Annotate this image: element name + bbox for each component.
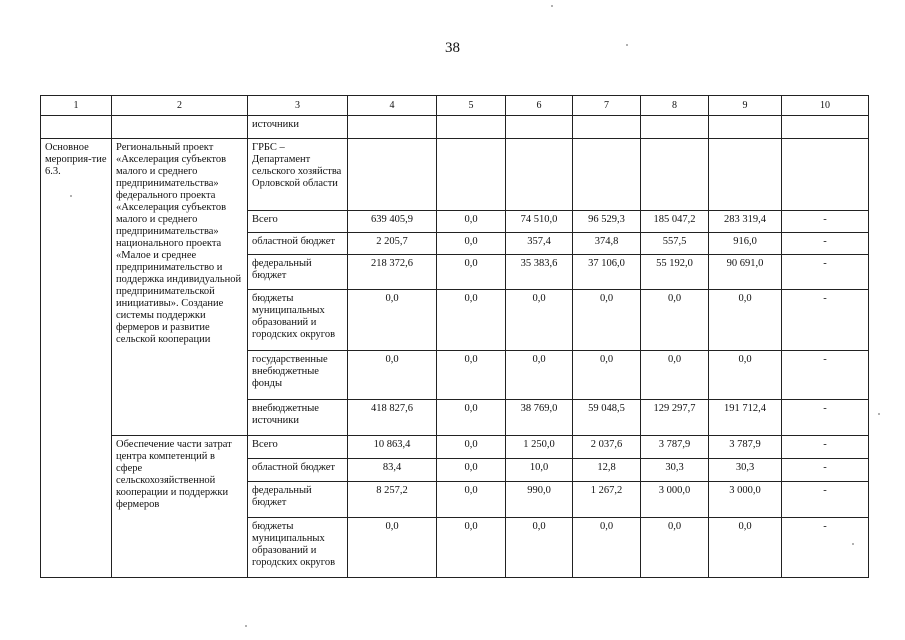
value-cell: 1 267,2 xyxy=(573,482,641,518)
scan-speck xyxy=(245,625,247,627)
value-cell: 0,0 xyxy=(573,351,641,400)
value-cell: 3 787,9 xyxy=(709,436,782,459)
column-number: 2 xyxy=(112,96,248,116)
value-cell: 0,0 xyxy=(437,211,506,233)
value-cell: 218 372,6 xyxy=(348,255,437,290)
value-cell: 8 257,2 xyxy=(348,482,437,518)
value-cell: 3 787,9 xyxy=(641,436,709,459)
source-cell: федеральный бюджет xyxy=(248,255,348,290)
value-cell: 59 048,5 xyxy=(573,400,641,436)
value-cell: 191 712,4 xyxy=(709,400,782,436)
column-number: 1 xyxy=(41,96,112,116)
value-cell: 0,0 xyxy=(506,518,573,578)
grbs-row xyxy=(41,139,869,211)
table-cell xyxy=(437,116,506,139)
value-cell: 10 863,4 xyxy=(348,436,437,459)
value-cell: 0,0 xyxy=(437,233,506,255)
column-number: 3 xyxy=(248,96,348,116)
value-cell: 129 297,7 xyxy=(641,400,709,436)
value-cell: 916,0 xyxy=(709,233,782,255)
value-cell: 38 769,0 xyxy=(506,400,573,436)
value-cell: - xyxy=(782,518,869,578)
value-cell: 83,4 xyxy=(348,459,437,482)
value-cell: 639 405,9 xyxy=(348,211,437,233)
measure-project-cell: Региональный проект «Акселерация субъектов малого и среднего предпринимательства» федерального проекта «Акселерация субъектов малого и среднего предпринимательства» национального проекта «Малое и среднее предпринимательство и поддержка индивидуальной предпринимательской инициативы». Создание системы поддержки фермеров и развитие сельской кооперации xyxy=(112,139,248,436)
column-number: 9 xyxy=(709,96,782,116)
source-cell: областной бюджет xyxy=(248,233,348,255)
page-number: 38 xyxy=(445,40,460,56)
value-cell: - xyxy=(782,436,869,459)
column-number: 8 xyxy=(641,96,709,116)
value-cell: 0,0 xyxy=(437,351,506,400)
column-number: 4 xyxy=(348,96,437,116)
value-cell: 0,0 xyxy=(709,290,782,351)
column-number: 5 xyxy=(437,96,506,116)
value-cell: 55 192,0 xyxy=(641,255,709,290)
source-cell: федеральный бюджет xyxy=(248,482,348,518)
column-number-row xyxy=(41,96,869,116)
value-cell: 0,0 xyxy=(437,400,506,436)
value-cell: 0,0 xyxy=(573,518,641,578)
value-cell: 74 510,0 xyxy=(506,211,573,233)
table-cell xyxy=(437,139,506,211)
table-cell xyxy=(506,116,573,139)
value-cell: 0,0 xyxy=(506,290,573,351)
table-cell xyxy=(573,116,641,139)
value-cell: 374,8 xyxy=(573,233,641,255)
table-cell xyxy=(573,139,641,211)
value-cell: 185 047,2 xyxy=(641,211,709,233)
column-number: 6 xyxy=(506,96,573,116)
scan-speck xyxy=(626,44,628,46)
value-cell: - xyxy=(782,255,869,290)
value-cell: 0,0 xyxy=(348,290,437,351)
column-number: 7 xyxy=(573,96,641,116)
value-cell: - xyxy=(782,482,869,518)
value-cell: 0,0 xyxy=(437,518,506,578)
value-cell: 357,4 xyxy=(506,233,573,255)
grbs-cell: ГРБС – Департамент сельского хозяйства Орловской области xyxy=(248,139,348,211)
value-cell: 418 827,6 xyxy=(348,400,437,436)
source-cell: бюджеты муниципальных образований и городских округов xyxy=(248,518,348,578)
table-cell xyxy=(348,139,437,211)
value-cell: 283 319,4 xyxy=(709,211,782,233)
value-cell: - xyxy=(782,290,869,351)
value-cell: 0,0 xyxy=(641,351,709,400)
value-cell: 0,0 xyxy=(437,290,506,351)
competence-center-cell: Обеспечение части затрат центра компетенций в сфере сельскохозяйственной кооперации и поддержки фермеров xyxy=(112,436,248,578)
source-cell: областной бюджет xyxy=(248,459,348,482)
table-row xyxy=(41,436,869,459)
value-cell: 2 205,7 xyxy=(348,233,437,255)
table-cell xyxy=(112,116,248,139)
value-cell: 0,0 xyxy=(437,436,506,459)
value-cell: 96 529,3 xyxy=(573,211,641,233)
value-cell: 0,0 xyxy=(437,482,506,518)
value-cell: 0,0 xyxy=(506,351,573,400)
value-cell: 30,3 xyxy=(641,459,709,482)
table-cell xyxy=(348,116,437,139)
value-cell: 3 000,0 xyxy=(641,482,709,518)
value-cell: 2 037,6 xyxy=(573,436,641,459)
table-cell xyxy=(782,139,869,211)
value-cell: 557,5 xyxy=(641,233,709,255)
value-cell: 37 106,0 xyxy=(573,255,641,290)
table-cell xyxy=(641,139,709,211)
scan-speck xyxy=(551,5,553,7)
table-cell xyxy=(41,116,112,139)
continuation-row xyxy=(41,116,869,139)
value-cell: 0,0 xyxy=(709,351,782,400)
source-cell: внебюджетные источники xyxy=(248,400,348,436)
value-cell: 10,0 xyxy=(506,459,573,482)
value-cell: 0,0 xyxy=(641,290,709,351)
value-cell: 90 691,0 xyxy=(709,255,782,290)
value-cell: 35 383,6 xyxy=(506,255,573,290)
value-cell: 1 250,0 xyxy=(506,436,573,459)
column-number: 10 xyxy=(782,96,869,116)
value-cell: 0,0 xyxy=(348,351,437,400)
source-cell: государственные внебюджетные фонды xyxy=(248,351,348,400)
value-cell: 0,0 xyxy=(709,518,782,578)
table-cell xyxy=(782,116,869,139)
measure-code-cell: Основное мероприя-тие 6.3. xyxy=(41,139,112,578)
value-cell: 0,0 xyxy=(573,290,641,351)
value-cell: 3 000,0 xyxy=(709,482,782,518)
value-cell: 990,0 xyxy=(506,482,573,518)
source-cell: бюджеты муниципальных образований и городских округов xyxy=(248,290,348,351)
budget-table xyxy=(40,95,869,578)
value-cell: 0,0 xyxy=(437,255,506,290)
value-cell: - xyxy=(782,459,869,482)
value-cell: - xyxy=(782,211,869,233)
table-cell xyxy=(641,116,709,139)
value-cell: 30,3 xyxy=(709,459,782,482)
source-cell: Всего xyxy=(248,211,348,233)
table-cell xyxy=(506,139,573,211)
value-cell: 0,0 xyxy=(348,518,437,578)
scan-speck xyxy=(878,413,880,415)
source-cell: Всего xyxy=(248,436,348,459)
value-cell: 0,0 xyxy=(641,518,709,578)
value-cell: 0,0 xyxy=(437,459,506,482)
table-cell xyxy=(709,139,782,211)
table-cell xyxy=(709,116,782,139)
value-cell: - xyxy=(782,351,869,400)
value-cell: - xyxy=(782,233,869,255)
value-cell: 12,8 xyxy=(573,459,641,482)
value-cell: - xyxy=(782,400,869,436)
source-cell: источники xyxy=(248,116,348,139)
